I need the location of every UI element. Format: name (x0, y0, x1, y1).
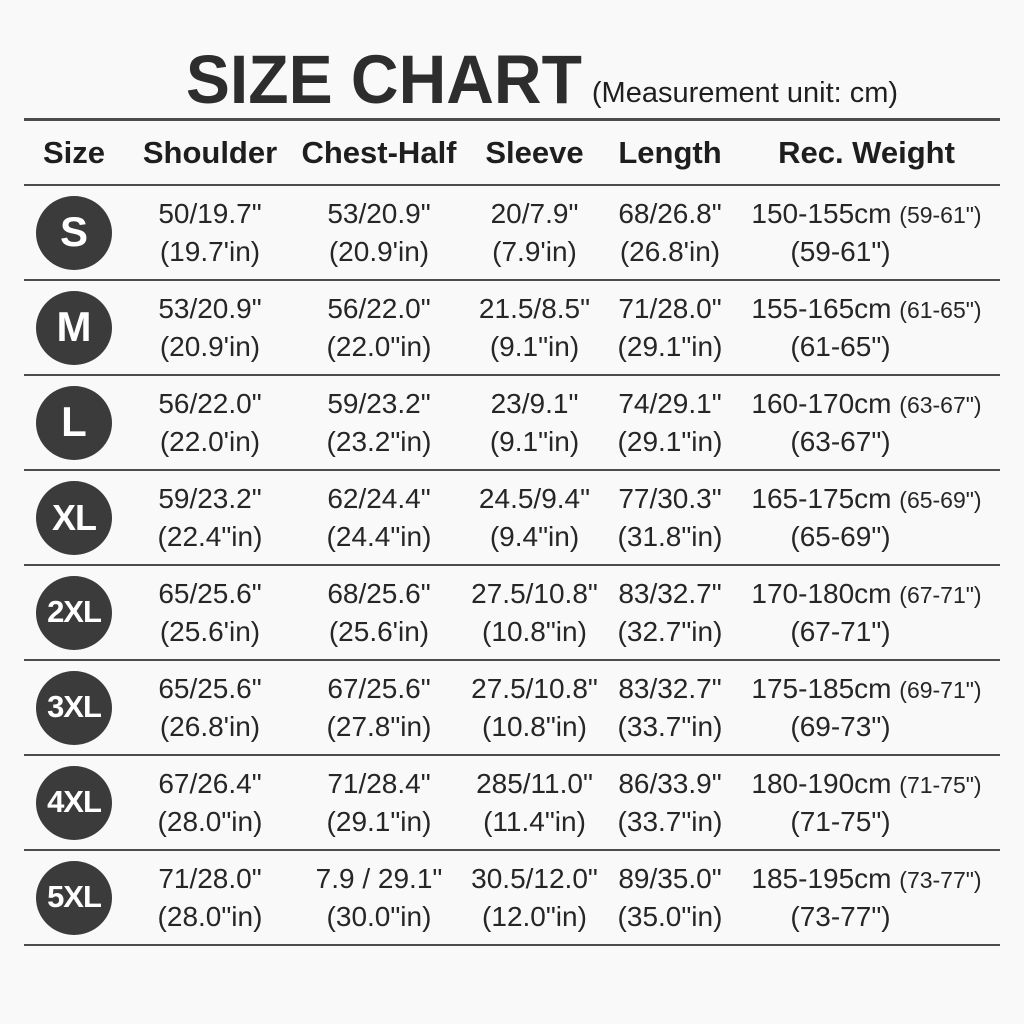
chest-cm: 7.9 / 29.1" (315, 863, 443, 894)
weight-range-in: (59-61") (790, 236, 891, 267)
chest-in: (29.1"in) (326, 806, 432, 837)
weight-cell (733, 386, 1000, 459)
sleeve-cell (462, 386, 607, 459)
table-row-3xl (24, 661, 1000, 756)
weight-range-in: (63-67") (790, 426, 891, 457)
length-in: (26.8'in) (619, 236, 721, 267)
weight-note: (71-75") (899, 772, 982, 798)
weight-note: (59-61") (899, 202, 982, 228)
chest-in: (20.9'in) (328, 236, 430, 267)
length-in: (32.7"in) (617, 616, 723, 647)
table-row-xl (24, 471, 1000, 566)
chest-cm: 71/28.4" (327, 768, 431, 799)
shoulder-cell (124, 671, 296, 744)
size-cell (24, 386, 124, 460)
table-row-2xl (24, 566, 1000, 661)
size-badge-3xl: 3XL (36, 671, 112, 745)
shoulder-in: (28.0"in) (157, 901, 263, 932)
chest-cell (296, 291, 462, 364)
shoulder-cm: 65/25.6" (158, 673, 262, 704)
weight-range-cm: 160-170cm (751, 388, 892, 419)
length-cm: 89/35.0" (618, 863, 722, 894)
shoulder-in: (19.7'in) (159, 236, 261, 267)
shoulder-cell (124, 861, 296, 934)
sleeve-cm: 24.5/9.4" (478, 483, 591, 514)
sleeve-cm: 285/11.0" (476, 768, 593, 799)
weight-line (733, 576, 1000, 611)
weight-cell (733, 196, 1000, 269)
size-cell (24, 481, 124, 555)
shoulder-cm: 59/23.2" (158, 483, 262, 514)
chest-in: (25.6'in) (328, 616, 430, 647)
chest-in: (22.0"in) (326, 331, 432, 362)
sleeve-in: (12.0"in) (482, 901, 587, 932)
size-cell (24, 766, 124, 840)
length-cm: 74/29.1" (618, 388, 722, 419)
chest-cm: 56/22.0" (327, 293, 431, 324)
chest-cm: 67/25.6" (327, 673, 431, 704)
table-row-l (24, 376, 1000, 471)
table-row-m (24, 281, 1000, 376)
sleeve-in: (9.4"in) (489, 521, 580, 552)
column-header-shoulder: Shoulder (142, 134, 278, 170)
chest-cell (296, 671, 462, 744)
weight-range-cm: 150-155cm (751, 198, 892, 229)
sleeve-in: (11.4"in) (483, 806, 586, 837)
size-cell (24, 671, 124, 745)
weight-range-in: (71-75") (790, 806, 891, 837)
shoulder-cm: 50/19.7" (158, 198, 262, 229)
size-badge-l: L (36, 386, 112, 460)
weight-line (733, 861, 1000, 896)
sleeve-cm: 21.5/8.5" (478, 293, 591, 324)
column-header-chest-half: Chest-Half (301, 134, 457, 170)
sleeve-cm: 27.5/10.8" (471, 673, 598, 704)
length-cell (607, 576, 733, 649)
table-row-4xl (24, 756, 1000, 851)
size-cell (24, 861, 124, 935)
column-header-length: Length (618, 134, 722, 170)
length-cm: 86/33.9" (618, 768, 722, 799)
weight-note: (73-77") (899, 867, 982, 893)
length-cm: 83/32.7" (618, 673, 722, 704)
length-in: (29.1"in) (617, 331, 723, 362)
weight-range-cm: 175-185cm (751, 673, 892, 704)
length-cell (607, 861, 733, 934)
weight-line (733, 196, 1000, 231)
weight-cell (733, 861, 1000, 934)
weight-range-in: (67-71") (790, 616, 891, 647)
weight-note: (65-69") (899, 487, 982, 513)
sleeve-cell (462, 481, 607, 554)
weight-line (733, 766, 1000, 801)
table-row-5xl (24, 851, 1000, 946)
weight-range-cm: 170-180cm (751, 578, 892, 609)
size-badge-s: S (36, 196, 112, 270)
shoulder-in: (22.0'in) (159, 426, 261, 457)
sleeve-in: (9.1"in) (489, 331, 580, 362)
column-header-rec-weight: Rec. Weight (778, 134, 955, 170)
size-table (24, 118, 1000, 946)
size-badge-xl: XL (36, 481, 112, 555)
weight-range-cm: 165-175cm (751, 483, 892, 514)
size-cell (24, 196, 124, 270)
length-in: (31.8"in) (617, 521, 723, 552)
chest-cell (296, 386, 462, 459)
sleeve-cm: 20/7.9" (490, 198, 579, 229)
weight-cell (733, 766, 1000, 839)
length-cell (607, 766, 733, 839)
sleeve-in: (10.8"in) (482, 616, 587, 647)
chest-cell (296, 861, 462, 934)
sleeve-cell (462, 861, 607, 934)
length-cell (607, 386, 733, 459)
weight-line (733, 291, 1000, 326)
size-badge-4xl: 4XL (36, 766, 112, 840)
chest-cm: 62/24.4" (327, 483, 431, 514)
chest-cell (296, 576, 462, 649)
shoulder-in: (28.0"in) (157, 806, 263, 837)
sleeve-cm: 27.5/10.8" (471, 578, 598, 609)
shoulder-cm: 56/22.0" (158, 388, 262, 419)
weight-cell (733, 291, 1000, 364)
shoulder-in: (22.4"in) (157, 521, 263, 552)
sleeve-cell (462, 576, 607, 649)
length-cm: 68/26.8" (618, 198, 722, 229)
shoulder-cell (124, 576, 296, 649)
chest-in: (23.2"in) (326, 426, 432, 457)
shoulder-cm: 71/28.0" (158, 863, 262, 894)
shoulder-in: (25.6'in) (159, 616, 261, 647)
weight-range-cm: 185-195cm (751, 863, 892, 894)
measurement-unit-note: (Measurement unit: cm) (591, 77, 899, 109)
weight-cell (733, 576, 1000, 649)
table-header-row (24, 121, 1000, 186)
weight-range-in: (69-73") (790, 711, 891, 742)
sleeve-in: (9.1"in) (489, 426, 580, 457)
weight-line (733, 386, 1000, 421)
shoulder-cm: 67/26.4" (158, 768, 262, 799)
shoulder-cell (124, 386, 296, 459)
chest-cm: 68/25.6" (327, 578, 431, 609)
shoulder-in: (26.8'in) (159, 711, 261, 742)
length-cell (607, 481, 733, 554)
shoulder-cell (124, 766, 296, 839)
weight-note: (69-71") (899, 677, 982, 703)
page-title: SIZE CHART (185, 40, 582, 118)
column-header-sleeve: Sleeve (485, 134, 584, 170)
weight-note: (63-67") (899, 392, 982, 418)
chest-in: (27.8"in) (326, 711, 432, 742)
chest-in: (30.0"in) (326, 901, 432, 932)
weight-line (733, 481, 1000, 516)
length-in: (29.1"in) (617, 426, 723, 457)
length-in: (35.0"in) (617, 901, 723, 932)
sleeve-cell (462, 291, 607, 364)
title-block (0, 0, 1024, 118)
size-cell (24, 291, 124, 365)
length-cm: 71/28.0" (618, 293, 722, 324)
length-cell (607, 671, 733, 744)
shoulder-cm: 65/25.6" (158, 578, 262, 609)
chest-cell (296, 196, 462, 269)
weight-line (733, 671, 1000, 706)
length-in: (33.7"in) (617, 806, 723, 837)
sleeve-cm: 30.5/12.0" (471, 863, 598, 894)
sleeve-cell (462, 766, 607, 839)
chest-in: (24.4"in) (326, 521, 432, 552)
shoulder-in: (20.9'in) (159, 331, 261, 362)
size-badge-m: M (36, 291, 112, 365)
weight-range-in: (61-65") (790, 331, 891, 362)
weight-note: (67-71") (899, 582, 982, 608)
size-badge-2xl: 2XL (36, 576, 112, 650)
column-header-size: Size (42, 134, 106, 170)
chest-cell (296, 481, 462, 554)
shoulder-cell (124, 196, 296, 269)
chest-cell (296, 766, 462, 839)
chest-cm: 59/23.2" (327, 388, 431, 419)
weight-cell (733, 671, 1000, 744)
length-in: (33.7"in) (617, 711, 723, 742)
sleeve-in: (10.8"in) (482, 711, 587, 742)
weight-range-cm: 155-165cm (751, 293, 892, 324)
length-cm: 83/32.7" (618, 578, 722, 609)
length-cm: 77/30.3" (618, 483, 722, 514)
sleeve-cell (462, 196, 607, 269)
table-row-s (24, 186, 1000, 281)
length-cell (607, 291, 733, 364)
weight-range-in: (65-69") (790, 521, 891, 552)
weight-note: (61-65") (899, 297, 982, 323)
length-cell (607, 196, 733, 269)
sleeve-cm: 23/9.1" (490, 388, 579, 419)
weight-cell (733, 481, 1000, 554)
weight-range-cm: 180-190cm (751, 768, 892, 799)
weight-range-in: (73-77") (790, 901, 891, 932)
shoulder-cm: 53/20.9" (158, 293, 262, 324)
sleeve-cell (462, 671, 607, 744)
chest-cm: 53/20.9" (327, 198, 431, 229)
sleeve-in: (7.9'in) (492, 236, 577, 267)
size-cell (24, 576, 124, 650)
size-badge-5xl: 5XL (36, 861, 112, 935)
shoulder-cell (124, 291, 296, 364)
shoulder-cell (124, 481, 296, 554)
